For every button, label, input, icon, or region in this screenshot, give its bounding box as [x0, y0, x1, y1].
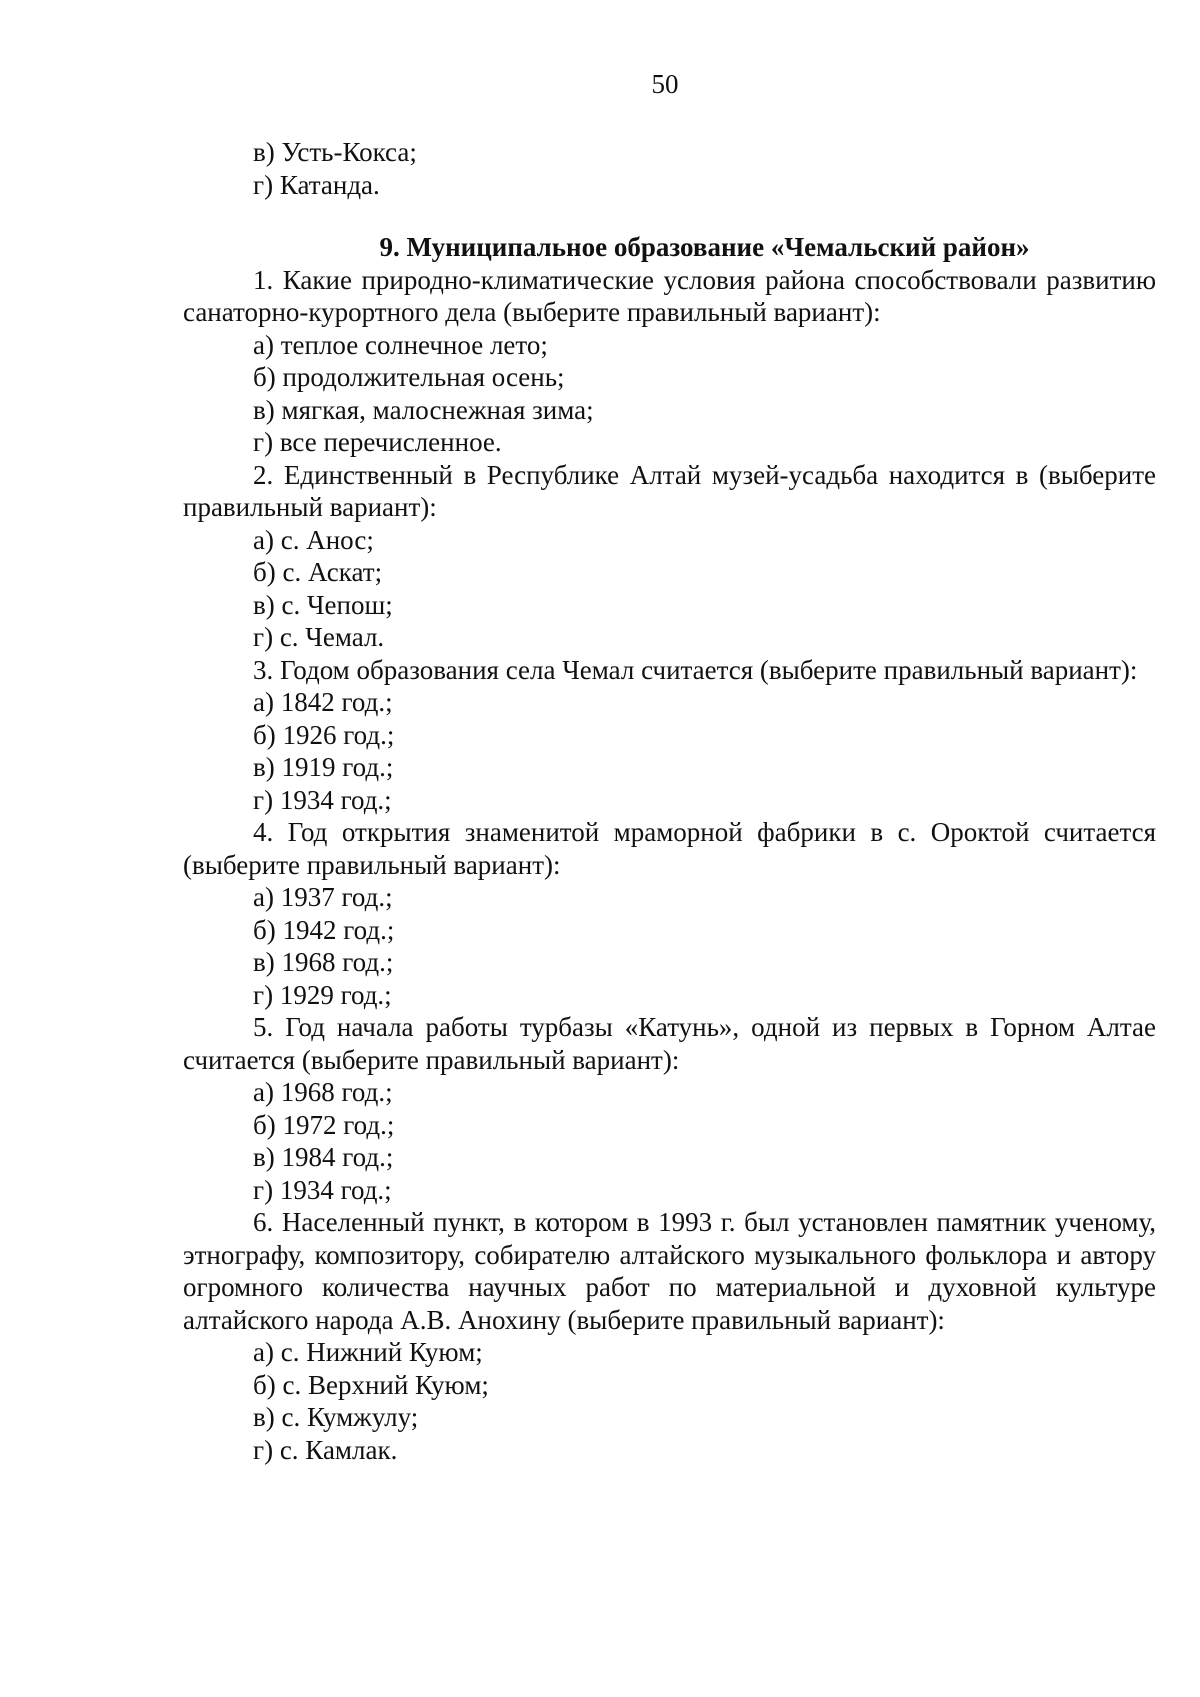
- answer-option: а) с. Нижний Куюм;: [253, 1337, 483, 1367]
- answer-option: в) 1968 год.;: [253, 947, 394, 977]
- question-2: 2. Единственный в Республике Алтай музей-усадьба находится в (выберите правильный вариант):: [183, 459, 1156, 522]
- question-5: 5. Год начала работы турбазы «Катунь», одной из первых в Горном Алтае считается (выберите правильный вариант):: [183, 1012, 1156, 1075]
- answer-option: г) 1929 год.;: [253, 979, 392, 1010]
- page-number: 50: [651, 69, 679, 99]
- answer-option: б) с. Аскат;: [253, 557, 383, 587]
- answer-option: б) 1972 год.;: [253, 1109, 395, 1140]
- answer-option: г) с. Чемал.: [253, 622, 385, 652]
- question-3: 3. Годом образования села Чемал считается (выберите правильный вариант):: [253, 654, 1138, 685]
- answer-option: в) мягкая, малоснежная зима;: [253, 394, 594, 425]
- section-title: 9. Муниципальное образование «Чемальский район»: [379, 232, 1030, 262]
- answer-option: а) 1842 год.;: [253, 687, 393, 717]
- answer-option: г) 1934 год.;: [253, 1174, 392, 1205]
- answer-option: г) все перечисленное.: [253, 427, 502, 457]
- answer-option: в) с. Кумжулу;: [253, 1402, 419, 1432]
- question-6: 6. Населенный пункт, в котором в 1993 г. был установлен памятник ученому, этнографу, композитору, собирателю алтайского музыкального фольклора и автору огромного количества научных работ по материальной и духовной культуре алтайского народа А.В. Анохину (выберите правильный вариант):: [183, 1207, 1156, 1335]
- previous-option: в) Усть-Кокса;: [253, 137, 417, 167]
- question-4: 4. Год открытия знаменитой мраморной фабрики в с. Ороктой считается (выберите правильный вариант):: [183, 817, 1156, 880]
- answer-option: в) 1984 год.;: [253, 1142, 394, 1172]
- answer-option: а) теплое солнечное лето;: [253, 329, 548, 360]
- answer-option: а) 1968 год.;: [253, 1077, 393, 1107]
- question-1: 1. Какие природно-климатические условия района способствовали развитию санаторно-курортного дела (выберите правильный вариант):: [183, 264, 1156, 327]
- answer-option: а) 1937 год.;: [253, 882, 393, 912]
- answer-option: б) 1926 год.;: [253, 719, 395, 750]
- answer-option: б) продолжительная осень;: [253, 362, 565, 392]
- previous-option: г) Катанда.: [253, 169, 380, 200]
- answer-option: г) с. Камлак.: [253, 1434, 398, 1465]
- answer-option: г) 1934 год.;: [253, 784, 392, 815]
- answer-option: в) с. Чепош;: [253, 589, 393, 620]
- answer-option: а) с. Анос;: [253, 524, 374, 555]
- answer-option: б) с. Верхний Куюм;: [253, 1369, 489, 1400]
- answer-option: б) 1942 год.;: [253, 914, 395, 945]
- document-content: [183, 136, 1156, 1466]
- answer-option: в) 1919 год.;: [253, 752, 394, 782]
